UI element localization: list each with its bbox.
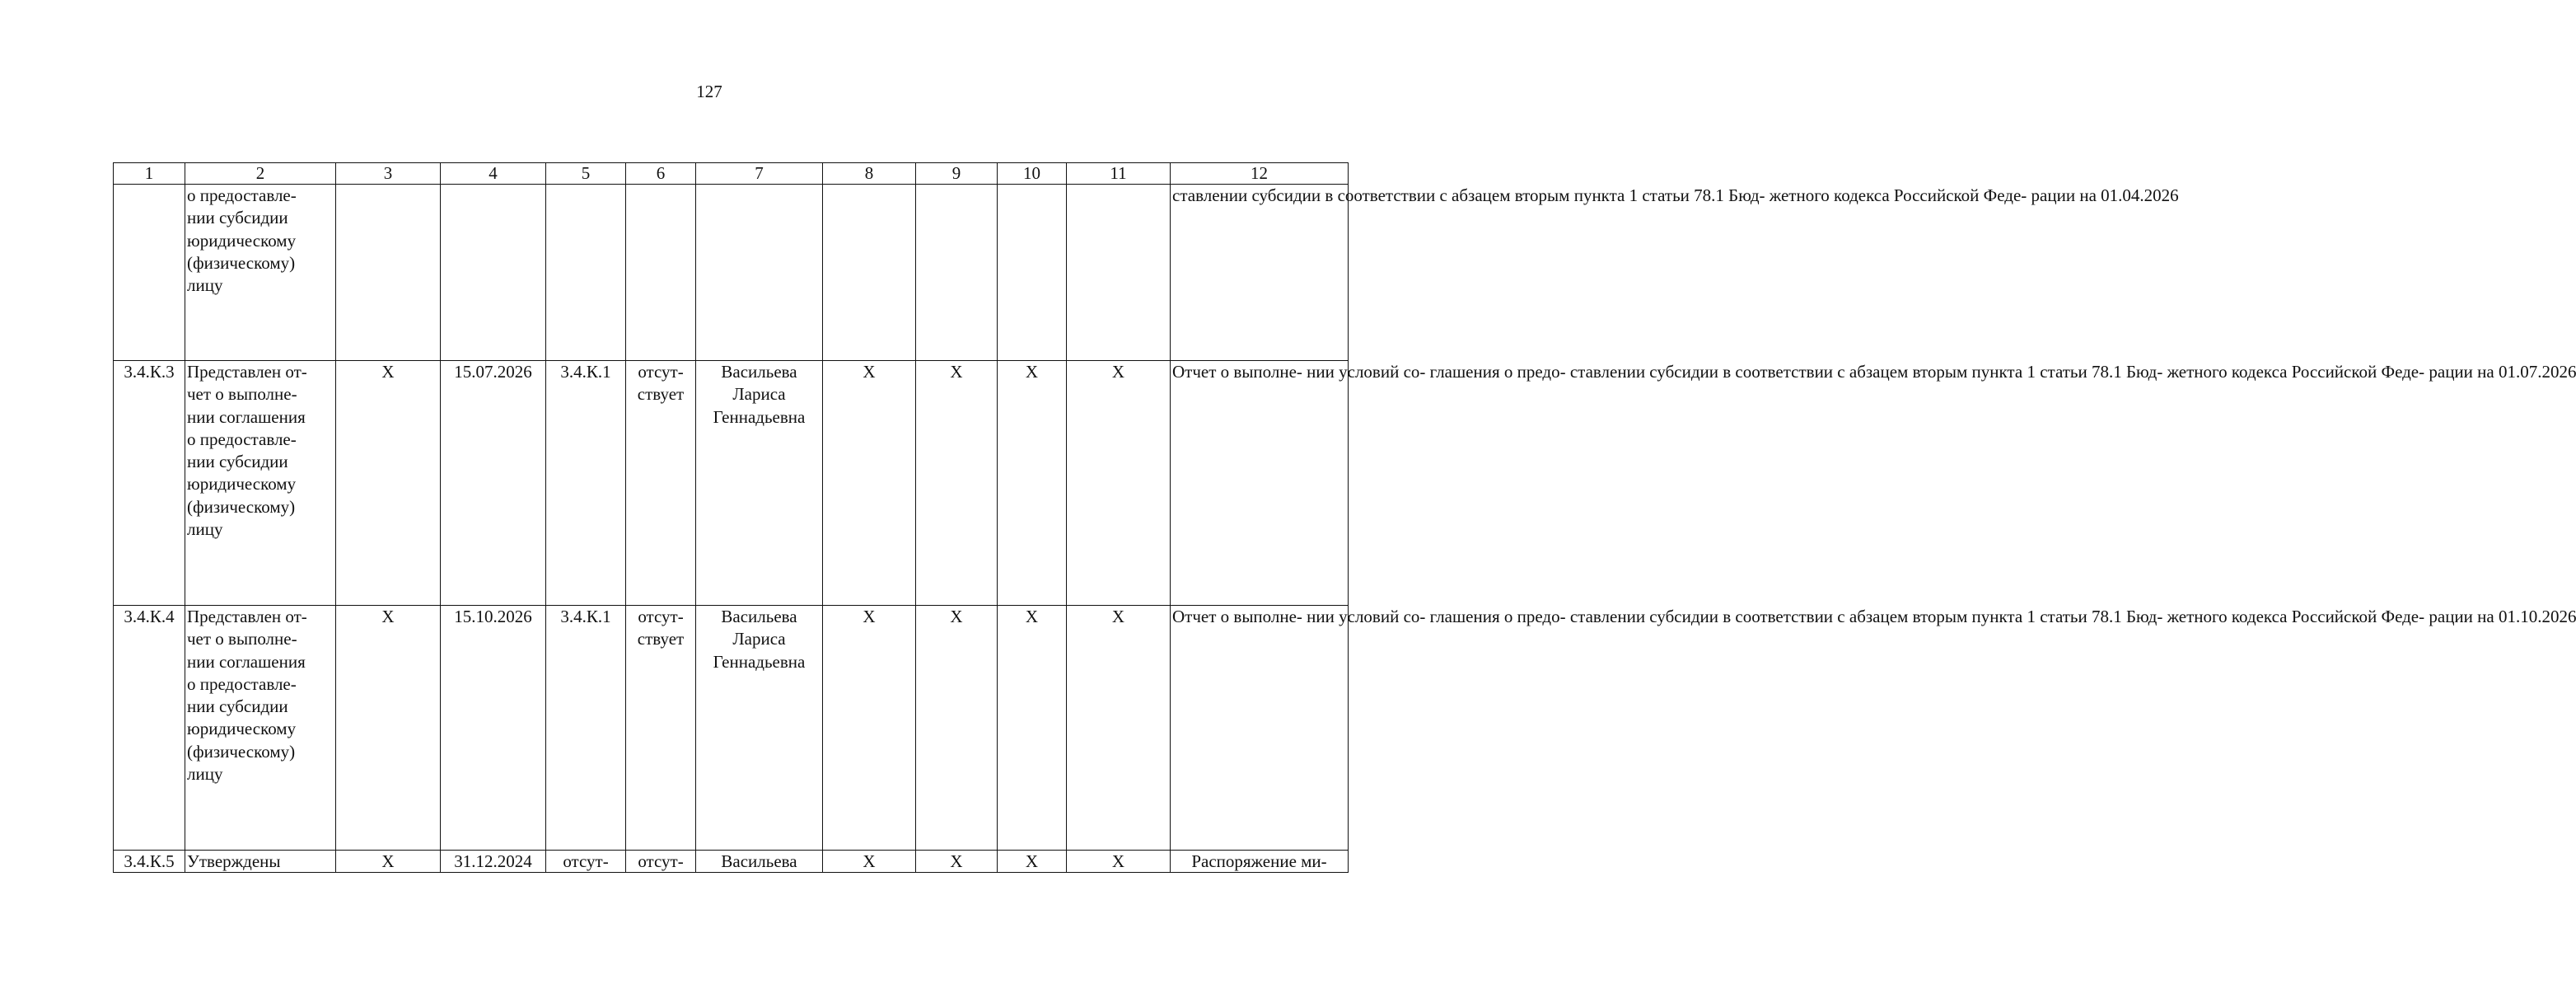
control-points-table — [113, 162, 2576, 873]
document-description-cell: ставлении субсидии в соответствии с абзацем вторым пункта 1 статьи 78.1 Бюд- жетного кодекса Российской Феде- рации на 01.04.2026 — [1171, 185, 1349, 361]
table-row — [114, 185, 1349, 361]
table-cell: X — [998, 851, 1067, 873]
table-row — [114, 851, 1349, 873]
column-header: 1 — [114, 163, 185, 185]
table-cell: X — [916, 851, 998, 873]
column-header: 12 — [1171, 163, 1349, 185]
table-cell — [1067, 185, 1171, 361]
table-cell: X — [823, 361, 916, 606]
event-description-cell: Представлен от- чет о выполне- нии соглашения о предоставле- нии субсидии юридическому (физическому) лицу — [185, 606, 336, 851]
date-cell: 15.10.2026 — [441, 606, 546, 851]
table-cell: отсут- ствует — [626, 361, 696, 606]
table-cell: отсут- — [626, 851, 696, 873]
document-description-cell: Отчет о выполне- нии условий со- глашения о предо- ставлении субсидии в соответствии с абзацем вторым пункта 1 статьи 78.1 Бюд- жетного кодекса Российской Феде- рации на 01.10.2026 — [1171, 606, 1349, 851]
table-cell — [823, 185, 916, 361]
table-cell: 3.4.К.1 — [546, 361, 626, 606]
row-number-cell — [114, 185, 185, 361]
date-cell — [441, 185, 546, 361]
table-cell: X — [823, 851, 916, 873]
table-header-row — [114, 163, 1349, 185]
row-number-cell: 3.4.К.5 — [114, 851, 185, 873]
responsible-person-cell — [696, 185, 823, 361]
column-header: 10 — [998, 163, 1067, 185]
table-row — [114, 361, 1349, 606]
table-cell: X — [916, 606, 998, 851]
table-cell: отсут- — [546, 851, 626, 873]
table-cell — [336, 185, 441, 361]
responsible-person-cell: Васильева — [696, 851, 823, 873]
document-description-cell: Отчет о выполне- нии условий со- глашения о предо- ставлении субсидии в соответствии с абзацем вторым пункта 1 статьи 78.1 Бюд- жетного кодекса Российской Феде- рации на 01.07.2026 — [1171, 361, 1349, 606]
table-cell — [626, 185, 696, 361]
table-cell: X — [336, 361, 441, 606]
column-header: 4 — [441, 163, 546, 185]
column-header: 7 — [696, 163, 823, 185]
row-number-cell: 3.4.К.3 — [114, 361, 185, 606]
table-cell: X — [1067, 851, 1171, 873]
page-number: 127 — [696, 82, 722, 101]
table-cell: отсут- ствует — [626, 606, 696, 851]
column-header: 2 — [185, 163, 336, 185]
date-cell: 15.07.2026 — [441, 361, 546, 606]
event-description-cell: о предоставле- нии субсидии юридическому (физическому) лицу — [185, 185, 336, 361]
event-description-cell: Представлен от- чет о выполне- нии соглашения о предоставле- нии субсидии юридическому (физическому) лицу — [185, 361, 336, 606]
table-cell: X — [916, 361, 998, 606]
table-cell: X — [998, 606, 1067, 851]
column-header: 8 — [823, 163, 916, 185]
table-cell: X — [823, 606, 916, 851]
event-description-cell: Утверждены — [185, 851, 336, 873]
table-cell: X — [336, 606, 441, 851]
table-cell: X — [1067, 606, 1171, 851]
table-cell — [546, 185, 626, 361]
row-number-cell: 3.4.К.4 — [114, 606, 185, 851]
document-description-cell: Распоряжение ми- — [1171, 851, 1349, 873]
column-header: 5 — [546, 163, 626, 185]
responsible-person-cell: Васильева Лариса Геннадьевна — [696, 606, 823, 851]
table-cell — [916, 185, 998, 361]
column-header: 9 — [916, 163, 998, 185]
column-header: 6 — [626, 163, 696, 185]
table-cell: X — [998, 361, 1067, 606]
table-row — [114, 606, 1349, 851]
table-cell: 3.4.К.1 — [546, 606, 626, 851]
table-cell: X — [336, 851, 441, 873]
table-cell: X — [1067, 361, 1171, 606]
date-cell: 31.12.2024 — [441, 851, 546, 873]
responsible-person-cell: Васильева Лариса Геннадьевна — [696, 361, 823, 606]
table-cell — [998, 185, 1067, 361]
column-header: 3 — [336, 163, 441, 185]
column-header: 11 — [1067, 163, 1171, 185]
